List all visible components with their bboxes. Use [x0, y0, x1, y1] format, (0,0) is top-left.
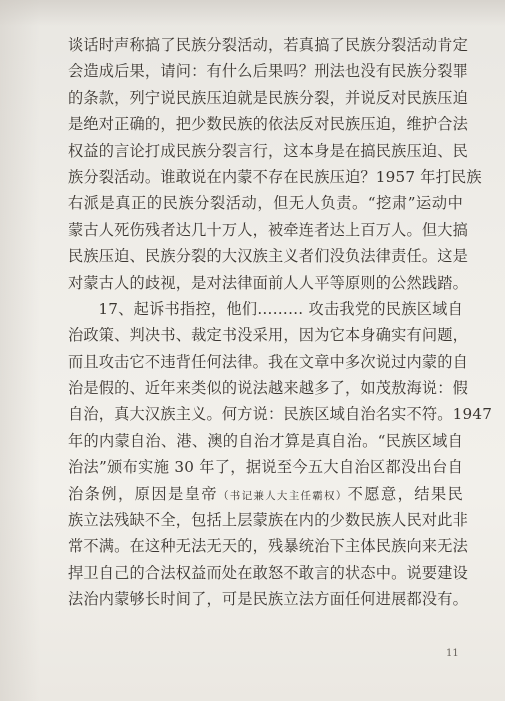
- text-line-19: 族立法残缺不全，包括上层蒙族在内的少数民族人民对此非: [68, 511, 469, 530]
- text-line-22: 法治内蒙够长时间了，可是民族立法方面任何进展都没有。: [68, 590, 469, 609]
- text-line-18-start: 治条例，原因是皇帝: [68, 484, 219, 503]
- text-line-15: 自治，真大汉族主义。何方说：民族区域自治名实不符。1947: [68, 405, 493, 424]
- top-shadow: [0, 0, 505, 26]
- text-line-12: 治政策、判决书、裁定书没采用，因为它本身确实有问题，: [68, 326, 469, 345]
- page-number: 11: [446, 648, 459, 659]
- text-line-10: 对蒙古人的歧视，是对法律面前人人平等原则的公然践踏。: [68, 273, 469, 292]
- text-line-11: 17、起诉书指控，他们……… 攻击我党的民族区域自: [98, 299, 463, 318]
- left-shadow: [0, 0, 40, 701]
- text-line-9: 民族压迫、民族分裂的大汉族主义者们没负法律责任。这是: [68, 247, 469, 266]
- text-line-8: 蒙古人死伤残者达几十万人，被牵连者达上百万人。但大搞: [68, 220, 469, 239]
- text-line-1: 谈话时声称搞了民族分裂活动，若真搞了民族分裂活动肯定: [68, 36, 469, 54]
- text-line-18: [68, 481, 463, 507]
- text-line-5: 权益的言论打成民族分裂言行，这本身是在搞民族压迫、民: [68, 141, 469, 160]
- text-line-21: 捍卫自己的合法权益而处在敢怒不敢言的状态中。说要建设: [68, 563, 469, 582]
- text-line-18-end: 不愿意，结果民: [347, 484, 464, 503]
- text-line-6: 族分裂活动。谁敢说在内蒙不存在民族压迫？1957 年打民族: [68, 167, 482, 186]
- document-body: [68, 32, 493, 613]
- text-line-17: 治法”颁布实施 30 年了，据说至今五大自治区都没出台自: [68, 458, 463, 477]
- text-line-2: 会造成后果，请问：有什么后果吗？刑法也没有民族分裂罪: [68, 62, 469, 81]
- text-line-3: 的条款，列宁说民族压迫就是民族分裂，并说反对民族压迫: [68, 88, 469, 107]
- text-line-4: 是绝对正确的，把少数民族的依法反对民族压迫，维护合法: [68, 115, 469, 134]
- text-line-20: 常不满。在这种无法无天的，残暴统治下主体民族向来无法: [68, 537, 469, 556]
- text-line-14: 治是假的、近年来类似的说法越来越多了，如茂敖海说：假: [68, 379, 469, 398]
- aside-note: （书记兼人大主任霸权）: [218, 489, 348, 502]
- text-line-7: 右派是真正的民族分裂活动，但无人负责。“挖肃”运动中: [68, 194, 463, 213]
- text-line-16: 年的内蒙自治、港、澳的自治才算是真自治。“民族区域自: [68, 431, 463, 450]
- text-line-13: 而且攻击它不违背任何法律。我在文章中多次说过内蒙的自: [68, 352, 469, 371]
